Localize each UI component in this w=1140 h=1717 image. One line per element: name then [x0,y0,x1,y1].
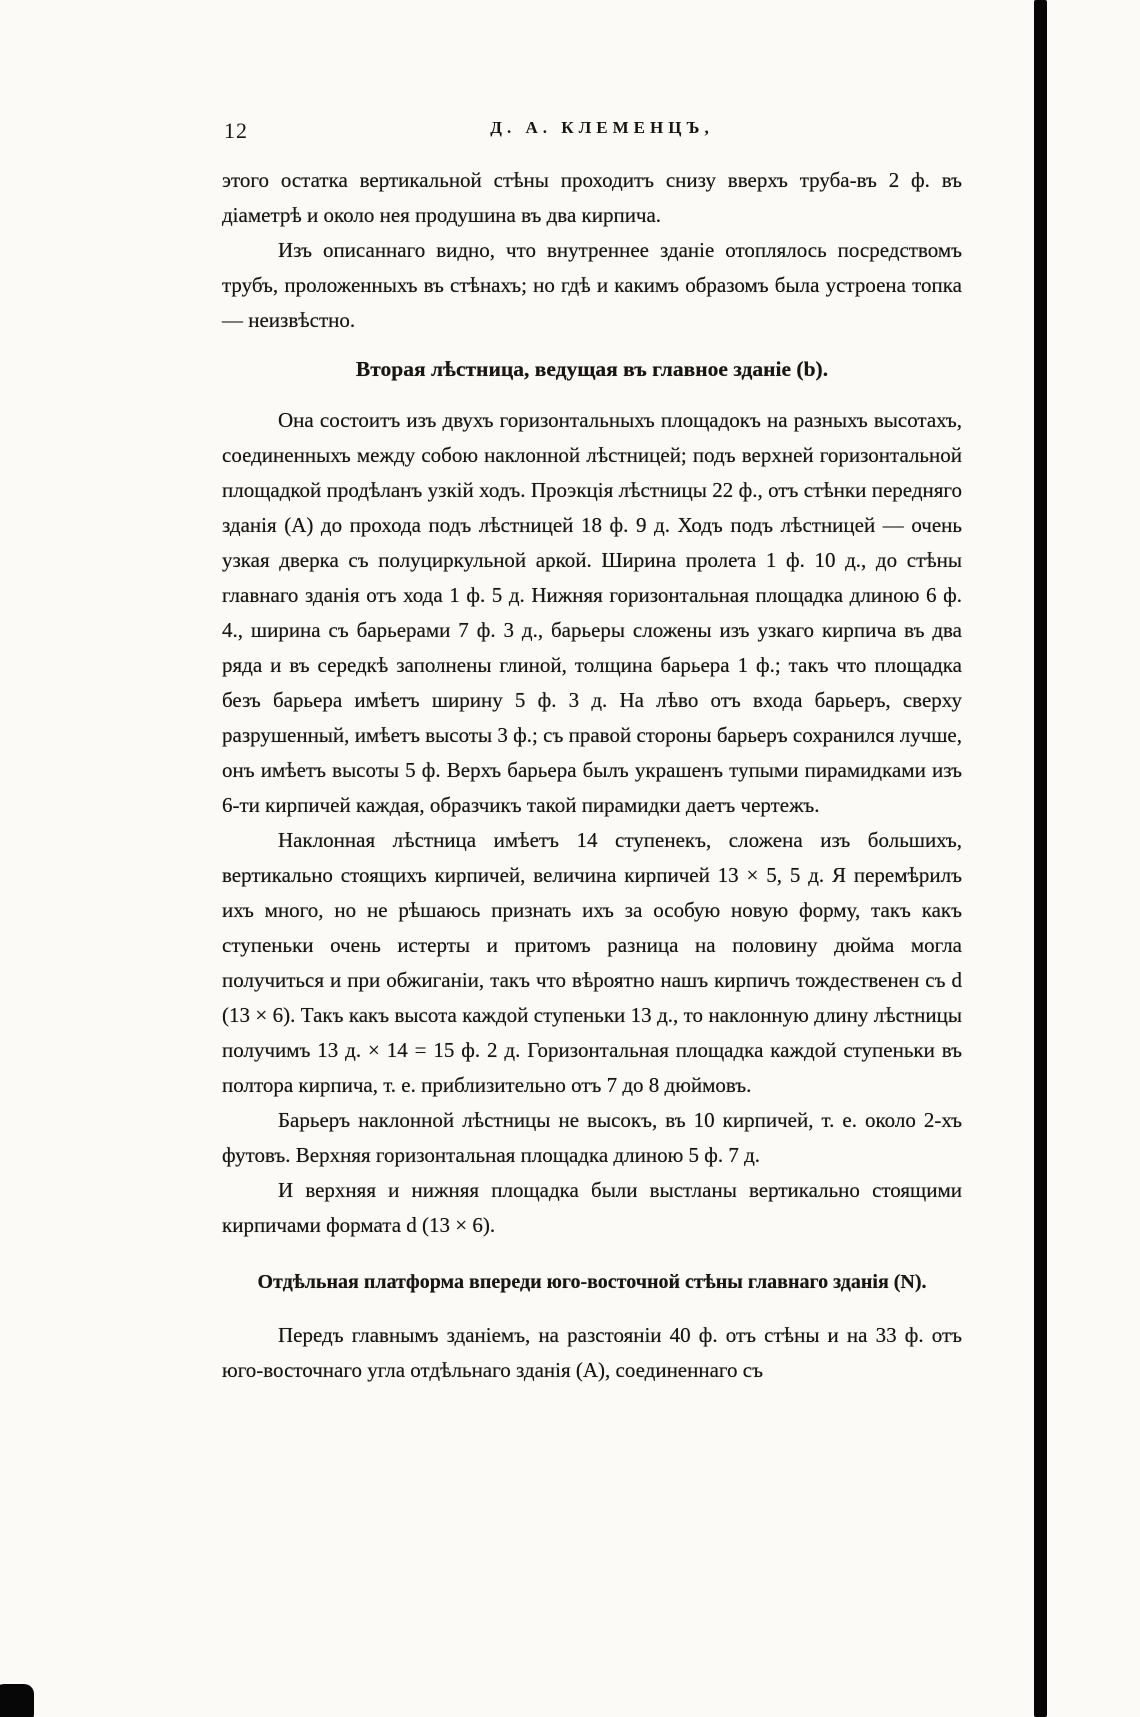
paragraph: Изъ описаннаго видно, что внутреннее зданіе отоплялось посредствомъ трубъ, проложенныхъ въ стѣнахъ; но гдѣ и какимъ образомъ была устроена топка — неизвѣстно. [222,238,962,332]
paragraph: этого остатка вертикальной стѣны проходитъ снизу вверхъ труба-въ 2 ф. въ діаметрѣ и около нея продушина въ два кирпича. [222,168,962,227]
scan-corner-mark [0,1684,34,1717]
paragraph: Передъ главнымъ зданіемъ, на разстояніи 40 ф. отъ стѣны и на 33 ф. отъ юго-восточнаго угла отдѣльнаго зданія (A), соединеннаго съ [222,1323,962,1382]
paragraph: Она состоитъ изъ двухъ горизонтальныхъ площадокъ на разныхъ высотахъ, соединенныхъ между собою наклонной лѣстницей; подъ верхней горизонтальной площадкой продѣланъ узкій ходъ. Проэкція лѣстницы 22 ф., отъ стѣнки передняго зданія (A) до прохода подъ лѣстницей 18 ф. 9 д. Ходъ подъ лѣстницей — очень узкая дверка съ полуциркульной аркой. Ширина пролета 1 ф. 10 д., до стѣны главнаго зданія отъ хода 1 ф. 5 д. Нижняя горизонтальная площадка длиною 6 ф. 4., ширина съ барьерами 7 ф. 3 д., барьеры сложены изъ узкаго кирпича въ два ряда и въ середкѣ заполнены глиной, толщина барьера 1 ф.; такъ что площадка безъ барьера имѣетъ ширину 5 ф. 3 д. На лѣво отъ входа барьеръ, сверху разрушенный, имѣетъ высоты 3 ф.; съ правой стороны барьеръ сохранился лучше, онъ имѣетъ высоты 5 ф. Верхъ барьера былъ украшенъ тупыми пирамидками изъ 6-ти кирпичей каждая, образчикъ такой пирамидки даетъ чертежъ. [222,408,962,817]
section-heading: Вторая лѣстница, ведущая въ главное зданіе (b). [355,357,829,381]
paragraph: Барьеръ наклонной лѣстницы не высокъ, въ 10 кирпичей, т. е. около 2-хъ футовъ. Верхняя горизонтальная площадка длиною 5 ф. 7 д. [222,1108,962,1167]
page-number: 12 [224,118,248,143]
text-column [222,163,962,1388]
running-header: Д. А. КЛЕМЕНЦЪ, [490,118,714,137]
section-heading: Отдѣльная платформа впереди юго-восточной стѣны главнаго зданія (N). [257,1271,927,1293]
paragraph: Наклонная лѣстница имѣетъ 14 ступенекъ, сложена изъ большихъ, вертикально стоящихъ кирпичей, величина кирпичей 13 × 5, 5 д. Я перемѣрилъ ихъ много, но не рѣшаюсь признать ихъ за особую новую форму, такъ какъ ступеньки очень истерты и притомъ разница на половину дюйма могла получиться и при обжиганіи, такъ что вѣроятно нашъ кирпичъ тождественен съ d (13 × 6). Такъ какъ высота каждой ступеньки 13 д., то наклонную длину лѣстницы получимъ 13 д. × 14 = 15 ф. 2 д. Горизонтальная площадка каждой ступеньки въ полтора кирпича, т. е. приблизительно отъ 7 до 8 дюймовъ. [222,828,962,1097]
scan-edge-bar [1034,0,1047,1717]
page-header [222,118,962,148]
paragraph: И верхняя и нижняя площадка были выстланы вертикально стоящими кирпичами формата d (13 × 6). [222,1178,962,1237]
